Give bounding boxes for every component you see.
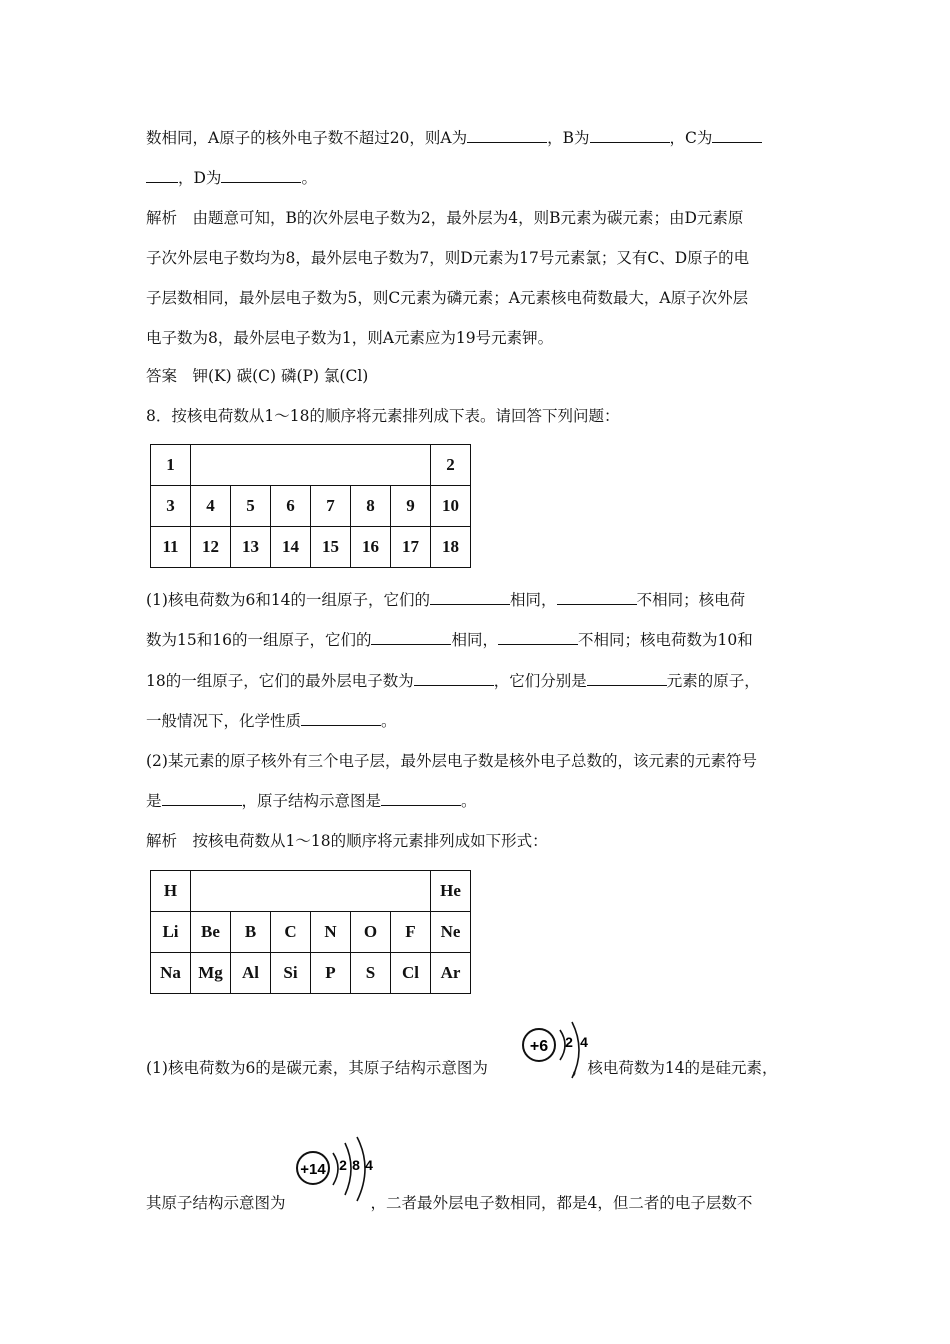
table-cell: Si <box>271 953 311 994</box>
table-cell: P <box>311 953 351 994</box>
table-cell: 5 <box>231 486 271 527</box>
answer-blank <box>590 128 670 143</box>
answer-blank <box>414 671 494 686</box>
element-symbol-table <box>150 870 471 994</box>
table-cell: 4 <box>191 486 231 527</box>
answer-blank <box>381 791 461 806</box>
table-cell: 1 <box>151 445 191 486</box>
table-cell: Be <box>191 912 231 953</box>
table-cell: 11 <box>151 527 191 568</box>
table-cell: 17 <box>391 527 431 568</box>
table-cell: N <box>311 912 351 953</box>
answer-blank <box>430 590 510 605</box>
carbon-shell-2-count: 4 <box>580 1034 588 1050</box>
silicon-shell-2-count: 8 <box>352 1157 360 1173</box>
answer-blank <box>146 168 178 183</box>
answer-blank <box>221 168 301 183</box>
table-cell: 2 <box>431 445 471 486</box>
analysis-line-3: 子层数相同，最外层电子数为5，则C元素为磷元素；A元素核电荷数最大，A原子次外层 <box>146 289 749 307</box>
carbon-shell-1-count: 2 <box>565 1034 573 1050</box>
question-line-2: 数为15和16的一组原子，它们的 相同， 不相同；核电荷数为10和 <box>146 631 753 649</box>
electron-shell-arc <box>333 1153 338 1185</box>
number-table <box>150 444 471 568</box>
table-cell: 6 <box>271 486 311 527</box>
table-cell: H <box>151 871 191 912</box>
analysis-line-2: 子次外层电子数均为8，最外层电子数为7，则D元素为17号元素氯；又有C、D原子的电 <box>146 249 750 267</box>
question-line-3: 18的一组原子，它们的最外层电子数为 ，它们分别是 元素的原子， <box>146 672 760 690</box>
table-cell: 8 <box>351 486 391 527</box>
answer-blank <box>587 671 667 686</box>
question-line-6: 是 ，原子结构示意图是 。 <box>146 792 477 810</box>
solution-line-3: 其原子结构示意图为 ，二者最外层电子数相同，都是4，但二者的电子层数不 <box>146 1194 753 1212</box>
table-cell: 16 <box>351 527 391 568</box>
table-cell: 18 <box>431 527 471 568</box>
table-cell: Ne <box>431 912 471 953</box>
table-cell: Al <box>231 953 271 994</box>
table-cell: 13 <box>231 527 271 568</box>
table-cell: He <box>431 871 471 912</box>
silicon-nucleus-label: +14 <box>300 1161 326 1178</box>
table-cell: S <box>351 953 391 994</box>
analysis-line-1: 解析 由题意可知，B的次外层电子数为2，最外层为4，则B元素为碳元素；由D元素原 <box>146 209 744 227</box>
text-line-1: 数相同，A原子的核外电子数不超过20，则A为 ，B为 ，C为 <box>146 128 762 148</box>
table-cell: Cl <box>391 953 431 994</box>
table-cell: C <box>271 912 311 953</box>
table-cell: B <box>231 912 271 953</box>
table-cell: 14 <box>271 527 311 568</box>
silicon-shell-3-count: 4 <box>365 1157 373 1173</box>
question-8-title: 8．按核电荷数从1～18的顺序将元素排列成下表。请回答下列问题： <box>146 407 620 425</box>
solution-line-2: (1)核电荷数为6的是碳元素，其原子结构示意图为 ，核电荷数为14的是硅元素， <box>146 1059 778 1077</box>
solution-line-1: 解析 按核电荷数从1～18的顺序将元素排列成如下形式： <box>146 832 548 850</box>
carbon-nucleus-label: +6 <box>529 1038 549 1055</box>
answer-blank <box>301 711 381 726</box>
table-cell: 12 <box>191 527 231 568</box>
table-cell: O <box>351 912 391 953</box>
question-line-1: (1)核电荷数为6和14的一组原子，它们的 相同， 不相同；核电荷 <box>146 591 746 609</box>
answer-blank <box>467 128 547 143</box>
table-cell: Mg <box>191 953 231 994</box>
answer-blank <box>712 128 762 143</box>
table-cell: 10 <box>431 486 471 527</box>
answer-blank <box>498 630 578 645</box>
text-line-2: ，D为 。 <box>146 168 317 188</box>
table-cell: Li <box>151 912 191 953</box>
table-cell: Na <box>151 953 191 994</box>
table-cell: 7 <box>311 486 351 527</box>
question-line-4: 一般情况下，化学性质 。 <box>146 712 397 730</box>
answer-blank <box>371 630 451 645</box>
table-cell: 3 <box>151 486 191 527</box>
table-cell: Ar <box>431 953 471 994</box>
table-cell: F <box>391 912 431 953</box>
question-line-5: (2)某元素的原子核外有三个电子层，最外层电子数是核外电子总数的，该元素的元素符号 <box>146 752 757 770</box>
silicon-shell-1-count: 2 <box>339 1157 347 1173</box>
answer-line: 答案 钾(K) 碳(C) 磷(P) 氯(Cl) <box>146 367 369 385</box>
table-cell: 15 <box>311 527 351 568</box>
answer-blank <box>162 791 242 806</box>
analysis-line-4: 电子数为8，最外层电子数为1，则A元素应为19号元素钾。 <box>146 329 554 347</box>
table-cell: 9 <box>391 486 431 527</box>
answer-blank <box>557 590 637 605</box>
